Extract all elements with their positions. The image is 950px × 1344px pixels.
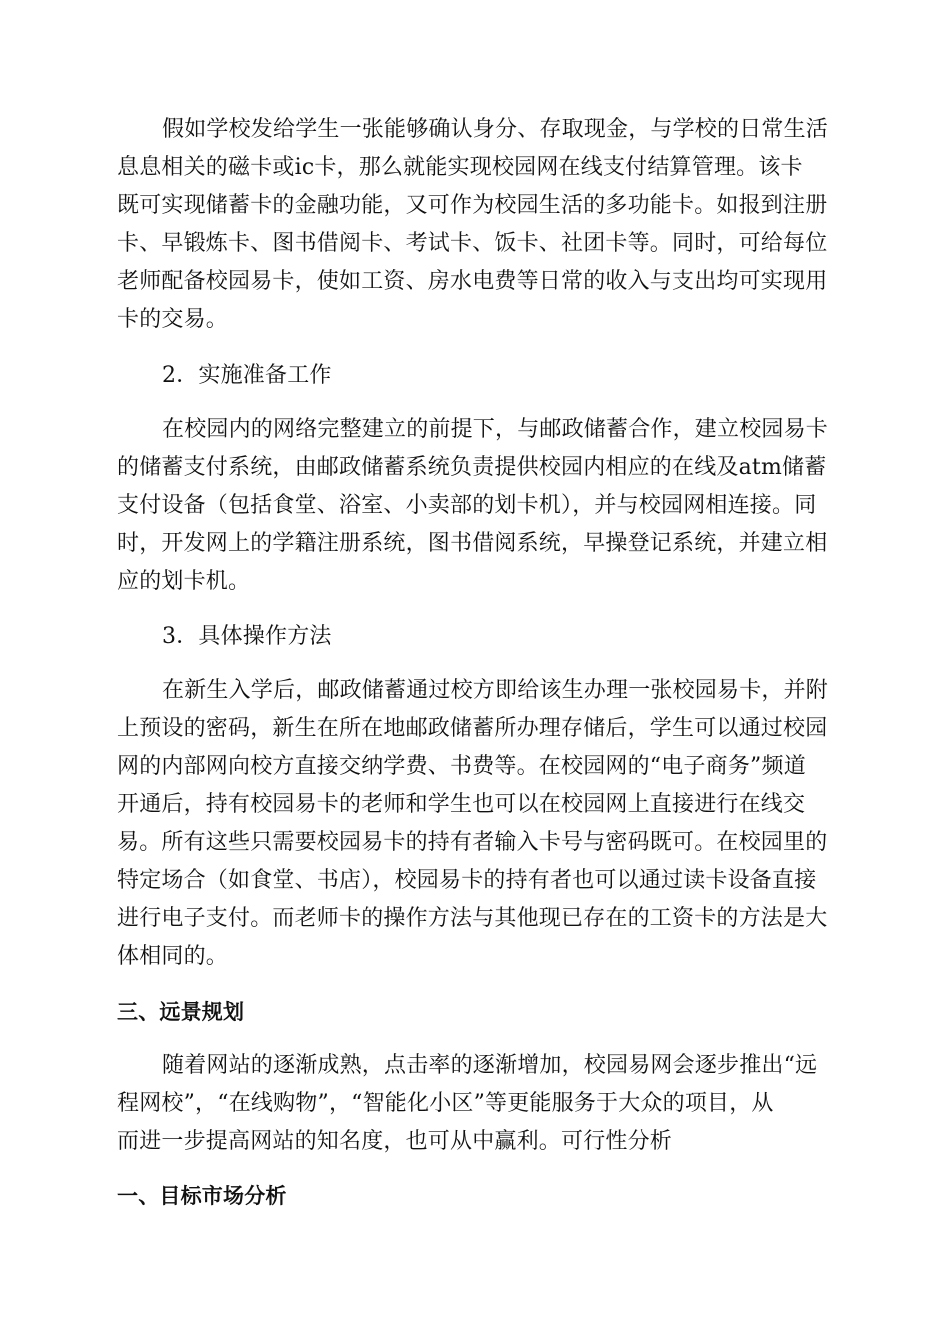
section-heading-3: 三、远景规划 [117,1000,245,1024]
paragraph-2-line-1: 在校园内的网络完整建立的前提下，与邮政储蓄合作，建立校园易卡 [162,417,829,442]
paragraph-4-line-3: 而进一步提高网站的知名度，也可从中赢利。可行性分析 [117,1129,673,1154]
paragraph-3-line-5: 易。所有这些只需要校园易卡的持有者输入卡号与密码既可。在校园里的 [117,830,828,855]
paragraph-1-line-5: 老师配备校园易卡，使如工资、房水电费等日常的收入与支出均可实现用 [117,269,828,294]
paragraph-3-line-6: 特定场合（如食堂、书店），校园易卡的持有者也可以通过读卡设备直接 [117,868,817,893]
paragraph-1-line-6: 卡的交易。 [117,307,229,332]
subheading-3: 3．具体操作方法 [162,624,332,649]
paragraph-3-line-8: 体相同的。 [117,944,229,969]
paragraph-4-line-2: 程网校”，“在线购物”，“智能化小区”等更能服务于大众的项目，从 [117,1091,774,1116]
paragraph-1-line-4: 卡、早锻炼卡、图书借阅卡、考试卡、饭卡、社团卡等。同时，可给每位 [117,231,828,256]
paragraph-1-line-3: 既可实现储蓄卡的金融功能，又可作为校园生活的多功能卡。如报到注册 [117,193,828,218]
paragraph-2-line-2: 的储蓄支付系统，由邮政储蓄系统负责提供校园内相应的在线及atm储蓄 [117,455,827,480]
paragraph-4-line-1: 随着网站的逐渐成熟，点击率的逐渐增加，校园易网会逐步推出“远 [162,1053,818,1078]
paragraph-3-line-1: 在新生入学后，邮政储蓄通过校方即给该生办理一张校园易卡，并附 [162,678,829,703]
paragraph-2-line-4: 时，开发网上的学籍注册系统，图书借阅系统，早操登记系统，并建立相 [117,531,828,556]
paragraph-3-line-2: 上预设的密码，新生在所在地邮政储蓄所办理存储后，学生可以通过校园 [117,716,828,741]
paragraph-3-line-3: 网的内部网向校方直接交纳学费、书费等。在校园网的“电子商务”频道 [117,754,806,779]
subheading-2: 2．实施准备工作 [162,363,332,388]
section-heading-1: 一、目标市场分析 [117,1184,287,1208]
paragraph-2-line-3: 支付设备（包括食堂、浴室、小卖部的划卡机），并与校园网相连接。同 [117,493,817,518]
paragraph-3-line-4: 开通后，持有校园易卡的老师和学生也可以在校园网上直接进行在线交 [117,792,806,817]
paragraph-1-line-1: 假如学校发给学生一张能够确认身分、存取现金，与学校的日常生活 [162,117,829,142]
paragraph-1-line-2: 息息相关的磁卡或ic卡，那么就能实现校园网在线支付结算管理。该卡 [117,155,803,180]
paragraph-3-line-7: 进行电子支付。而老师卡的操作方法与其他现已存在的工资卡的方法是大 [117,906,828,931]
paragraph-2-line-5: 应的划卡机。 [117,569,251,594]
